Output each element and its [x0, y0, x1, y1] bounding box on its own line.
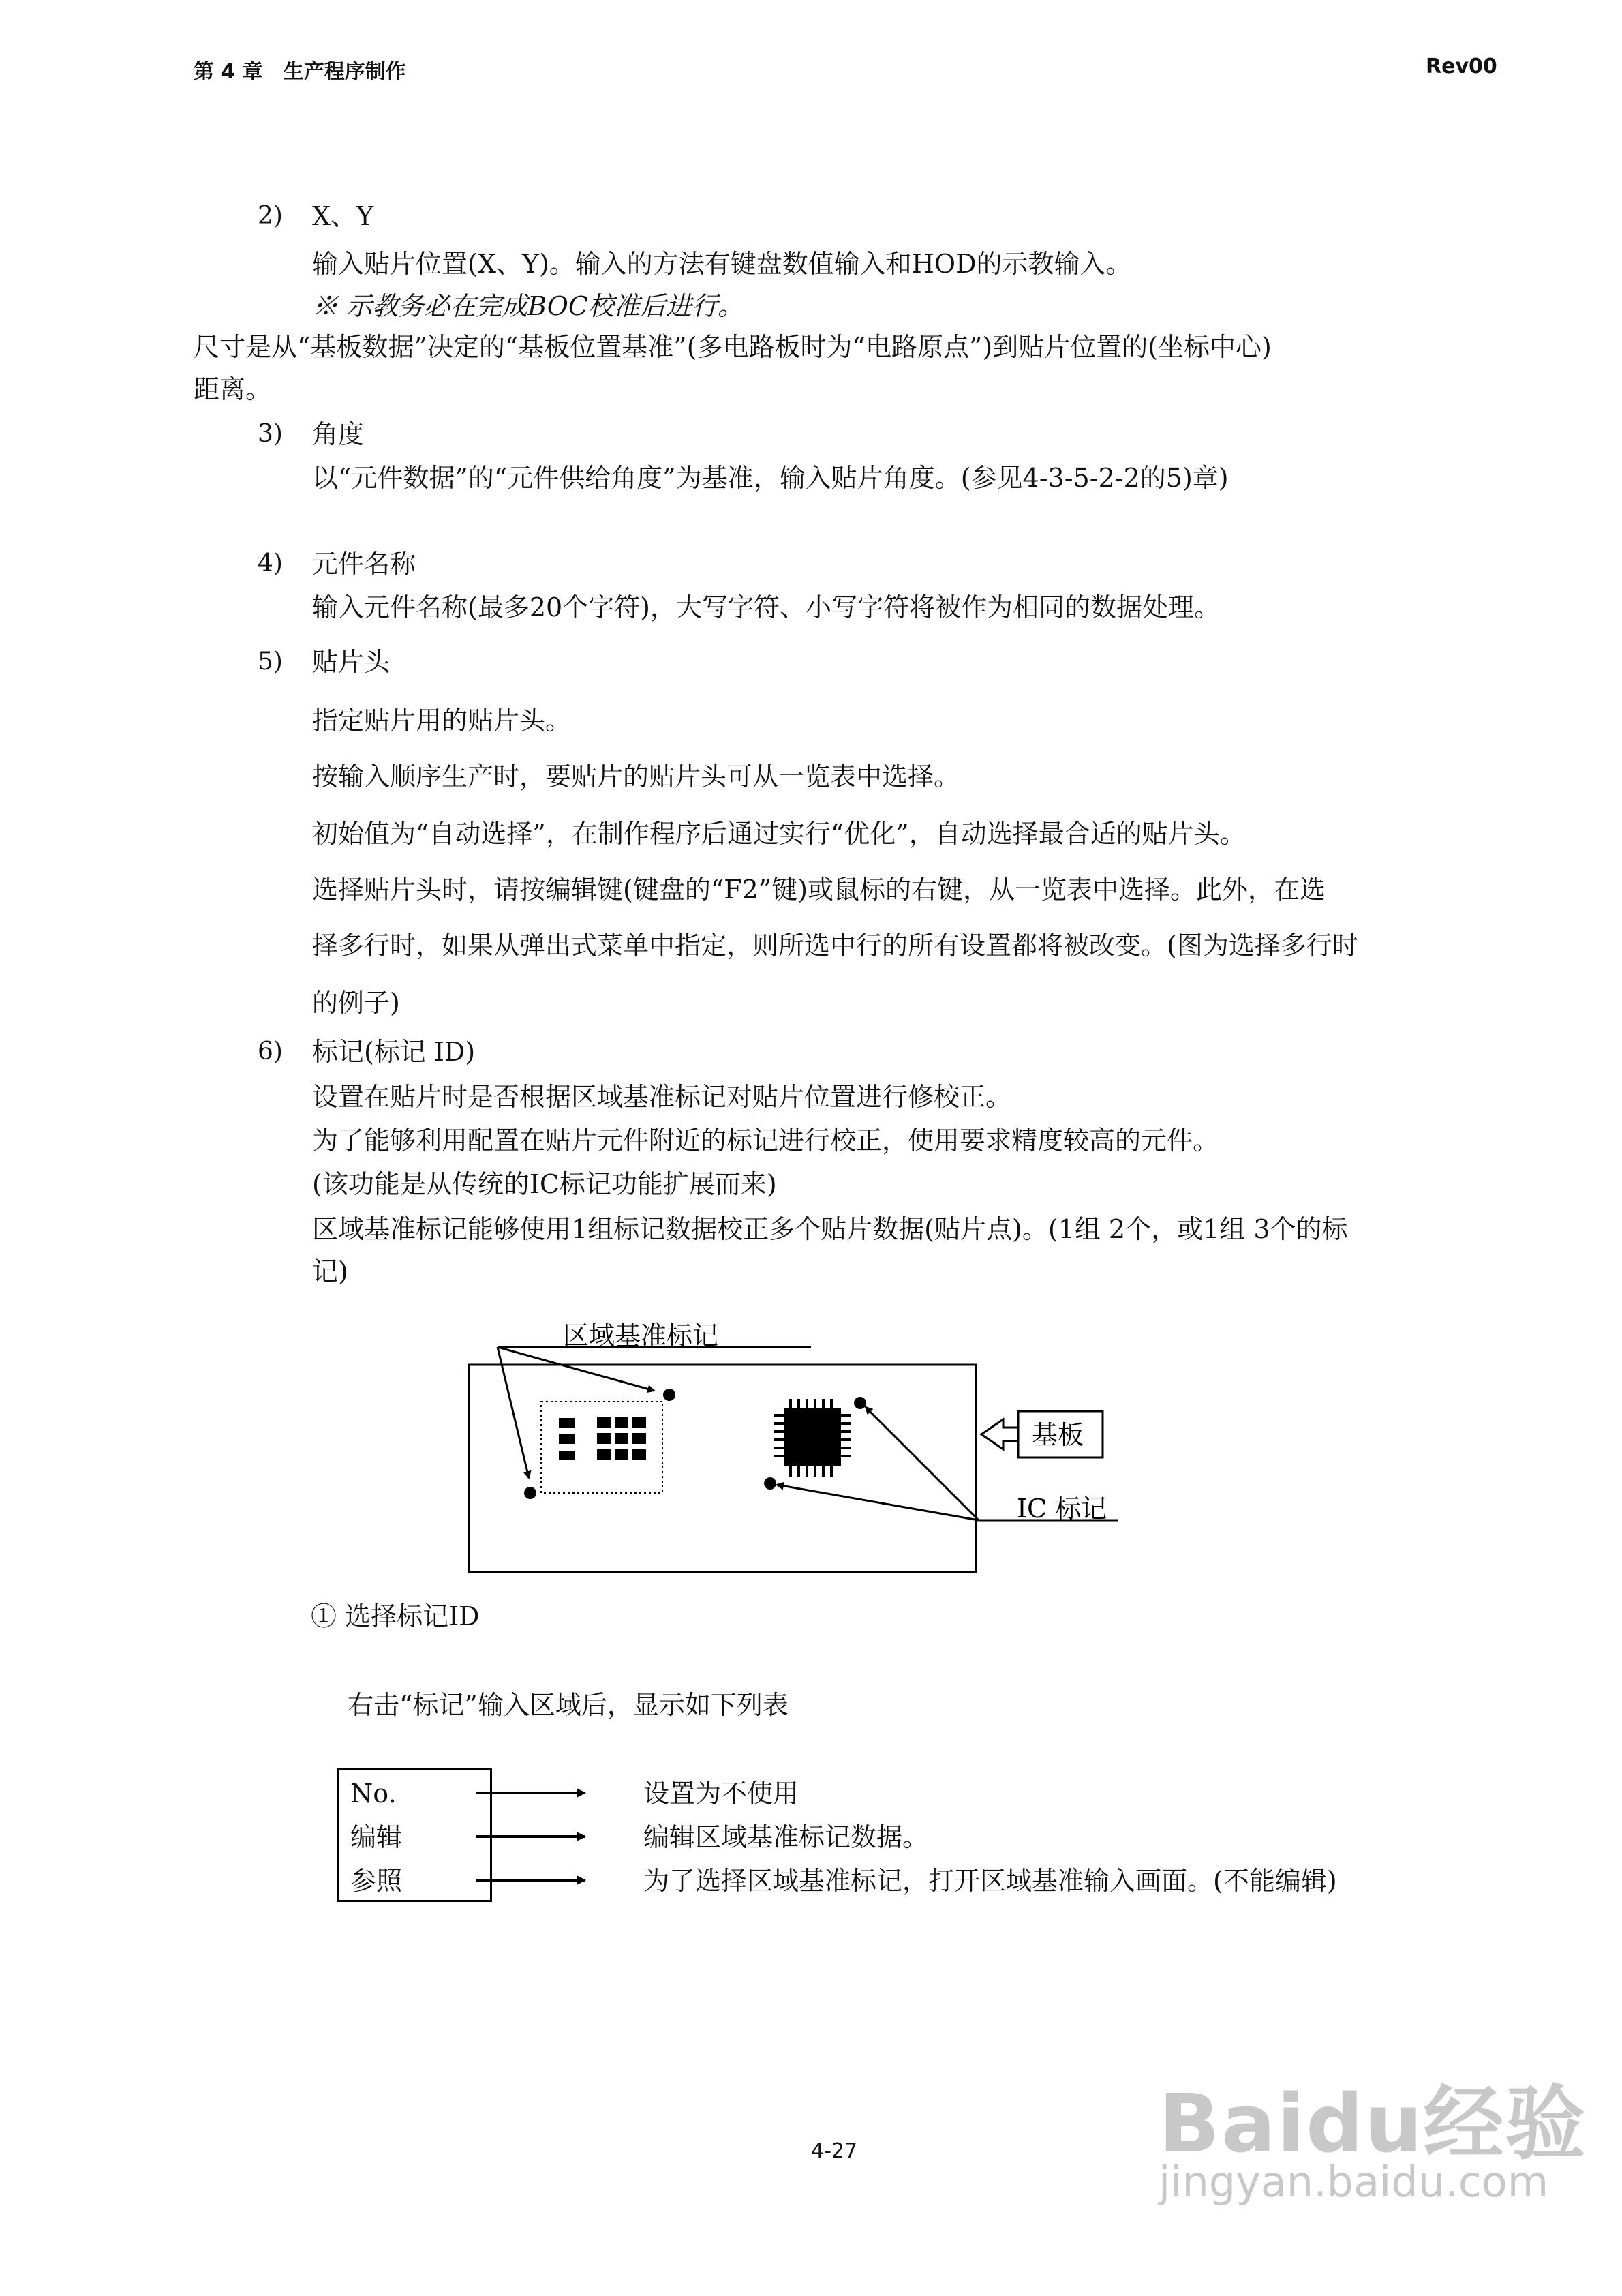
label-ic-mark: IC 标记: [1017, 1494, 1107, 1524]
paragraph-line: (该功能是从传统的IC标记功能扩展而来): [312, 1169, 777, 1199]
item-number: 5): [258, 648, 283, 676]
revision: Rev00: [1426, 55, 1497, 78]
chapter-title: 第 4 章 生产程序制作: [194, 60, 406, 84]
paragraph-line: 右击“标记”输入区域后，显示如下列表: [348, 1690, 789, 1720]
item-title: 元件名称: [312, 549, 416, 579]
item-number: 4): [258, 549, 283, 577]
paragraph-line: 设置在贴片时是否根据区域基准标记对贴片位置进行修校正。: [312, 1082, 1012, 1112]
paragraph-line: 输入元件名称(最多20个字符)，大写字符、小写字符将被作为相同的数据处理。: [312, 592, 1221, 622]
item-number: 6): [258, 1038, 283, 1066]
item-number: 3): [258, 420, 283, 448]
paragraph-line: 尺寸是从“基板数据”决定的“基板位置基准”(多电路板时为“电路原点”)到贴片位置的(坐标中心): [194, 332, 1272, 362]
item-title: X、Y: [312, 201, 374, 231]
paragraph-line: 按输入顺序生产时，要贴片的贴片头可从一览表中选择。: [312, 761, 960, 791]
watermark-logo: Baidu经验: [1159, 2076, 1587, 2171]
paragraph-line: 的例子): [312, 988, 400, 1018]
menu-desc: 设置为不使用: [643, 1779, 799, 1809]
paragraph-line: 选择贴片头时，请按编辑键(键盘的“F2”键)或鼠标的右键，从一览表中选择。此外，在选: [312, 875, 1326, 905]
menu-desc: 编辑区域基准标记数据。: [643, 1822, 929, 1852]
item-title: 贴片头: [312, 647, 391, 677]
paragraph-line: 初始值为“自动选择”，在制作程序后通过实行“优化”，自动选择最合适的贴片头。: [312, 819, 1246, 849]
paragraph-line: 以“元件数据”的“元件供给角度”为基准，输入贴片角度。(参见4-3-5-2-2的5)章): [312, 463, 1229, 493]
label-board: 基板: [1032, 1420, 1084, 1450]
paragraph-line: 记): [312, 1256, 348, 1286]
paragraph-line: 区域基准标记能够使用1组标记数据校正多个贴片数据(贴片点)。(1组 2个，或1组 3个的标: [312, 1214, 1348, 1244]
paragraph-line: 距离。: [194, 374, 272, 404]
item-title: 标记(标记 ID): [312, 1037, 476, 1067]
paragraph-line: 择多行时，如果从弹出式菜单中指定，则所选中行的所有设置都将被改变。(图为选择多行时: [312, 931, 1358, 961]
paragraph-line: 指定贴片用的贴片头。: [312, 706, 572, 736]
menu-item-reference[interactable]: 参照: [350, 1866, 403, 1896]
watermark-url: jingyan.baidu.com: [1159, 2157, 1549, 2207]
paragraph-line: 输入贴片位置(X、Y)。输入的方法有键盘数值输入和HOD的示教输入。: [312, 249, 1132, 279]
page-number: 4-27: [811, 2139, 858, 2163]
subsection-title: ① 选择标记ID: [311, 1601, 480, 1631]
label-area-mark: 区域基准标记: [563, 1320, 719, 1350]
menu-desc: 为了选择区域基准标记，打开区域基准输入画面。(不能编辑): [643, 1866, 1337, 1896]
menu-item-none[interactable]: No.: [350, 1779, 397, 1809]
item-title: 角度: [312, 419, 365, 449]
paragraph-line: 为了能够利用配置在贴片元件附近的标记进行校正，使用要求精度较高的元件。: [312, 1126, 1219, 1155]
item-number: 2): [258, 202, 283, 230]
menu-item-edit[interactable]: 编辑: [350, 1822, 403, 1852]
note-line: ※ 示教务必在完成BOC校准后进行。: [312, 291, 744, 321]
